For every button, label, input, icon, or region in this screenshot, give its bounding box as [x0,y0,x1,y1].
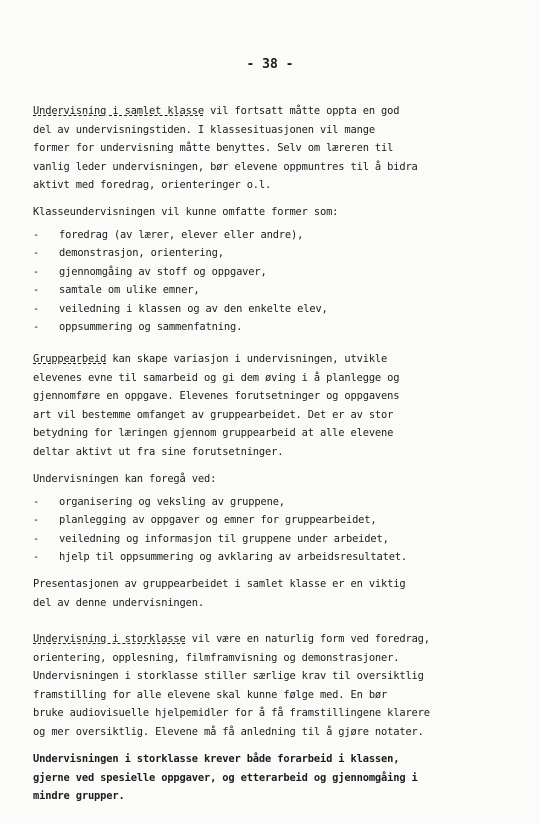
text-line: gjerne ved spesielle oppgaver, og etterarbeid og gjennomgåing i [33,771,418,784]
paragraph-storklasse-arbeid [33,750,513,806]
text-line: Presentasjonen av gruppearbeidet i samlet klasse er en viktig [33,578,406,590]
text-line: gjennomføre en oppgave. Elevenes forutsetninger og oppgavens [33,390,400,402]
text-line: Undervisning i storklasse vil være en naturlig form ved foredrag, [33,633,430,645]
list-item: - foredrag (av lærer, elever eller andre), [33,228,304,241]
page-number: - 38 - [246,57,294,72]
list-intro: Undervisningen kan foregå ved: [33,473,217,485]
text-line: Undervisningen i storklasse stiller særlige krav til oversiktlig [33,670,424,682]
list-item: - organisering og veksling av gruppene, [33,495,285,508]
list-item: - hjelp til oppsummering og avklaring av arbeidsresultatet. [33,551,408,563]
paragraph-presentasjon [33,575,513,612]
activity-list [33,493,513,567]
text-line: Undervisning i samlet klasse vil fortsatt måtte oppta en god [33,105,400,117]
paragraph-samlet-klasse [33,102,513,195]
text-line: art vil bestemme omfanget av gruppearbeidet. Det er av stor [33,408,394,421]
text-line: orientering, opplesning, filmframvisning og demonstrasjoner. [33,651,400,664]
text-line: vanlig leder undervisningen, bør elevene oppmuntres til å bidra [33,160,418,173]
text-line: Undervisningen i storklasse krever både forarbeid i klassen, [33,753,400,765]
text-line: del av undervisningstiden. I klassesituasjonen vil mange [33,123,375,136]
paragraph-gruppearbeid [33,350,513,461]
paragraph-undervisning-ved [33,470,513,567]
list-item: - veiledning og informasjon til gruppene under arbeidet, [33,532,389,545]
section-heading: Undervisning i samlet klasse [33,105,204,117]
text-line: og mer oversiktlig. Elevene må få anledning til å gjøre notater. [33,725,424,738]
text-line: former for undervisning måtte benyttes. Selv om læreren til [33,142,394,154]
text-line: Gruppearbeid kan skape variasjon i undervisningen, utvikle [33,353,388,365]
list-item: - oppsummering og sammenfatning. [33,321,243,333]
list-item: - veiledning i klassen og av den enkelte elev, [33,302,328,315]
text-line: mindre grupper. [33,790,125,802]
section-heading: Gruppearbeid [33,353,107,365]
form-list [33,226,513,337]
text-line: betydning for læringen gjennom gruppearbeid at alle elevene [33,427,394,439]
list-item: - gjennomgåing av stoff og oppgaver, [33,265,267,278]
list-item: - samtale om ulike emner, [33,284,200,296]
list-intro: Klasseundervisningen vil kunne omfatte former som: [33,206,339,218]
text-line: deltar aktivt ut fra sine forutsetninger. [33,445,284,458]
text-line: elevenes evne til samarbeid og gi dem øving i å planlegge og [33,371,400,384]
list-item: - planlegging av oppgaver og emner for gruppearbeidet, [33,514,377,526]
section-heading: Undervisning i storklasse [33,633,186,645]
paragraph-storklasse [33,630,513,741]
paragraph-klasseundervisning [33,203,513,337]
list-item: - demonstrasjon, orientering, [33,247,224,259]
text-line: aktivt med foredrag, orienteringer o.l. [33,179,272,191]
text-line: bruke audiovisuelle hjelpemidler for å få framstillingene klarere [33,707,430,719]
text-line: del av denne undervisningen. [33,596,204,609]
text-line: framstilling for alle elevene skal kunne følge med. En bør [33,688,388,701]
